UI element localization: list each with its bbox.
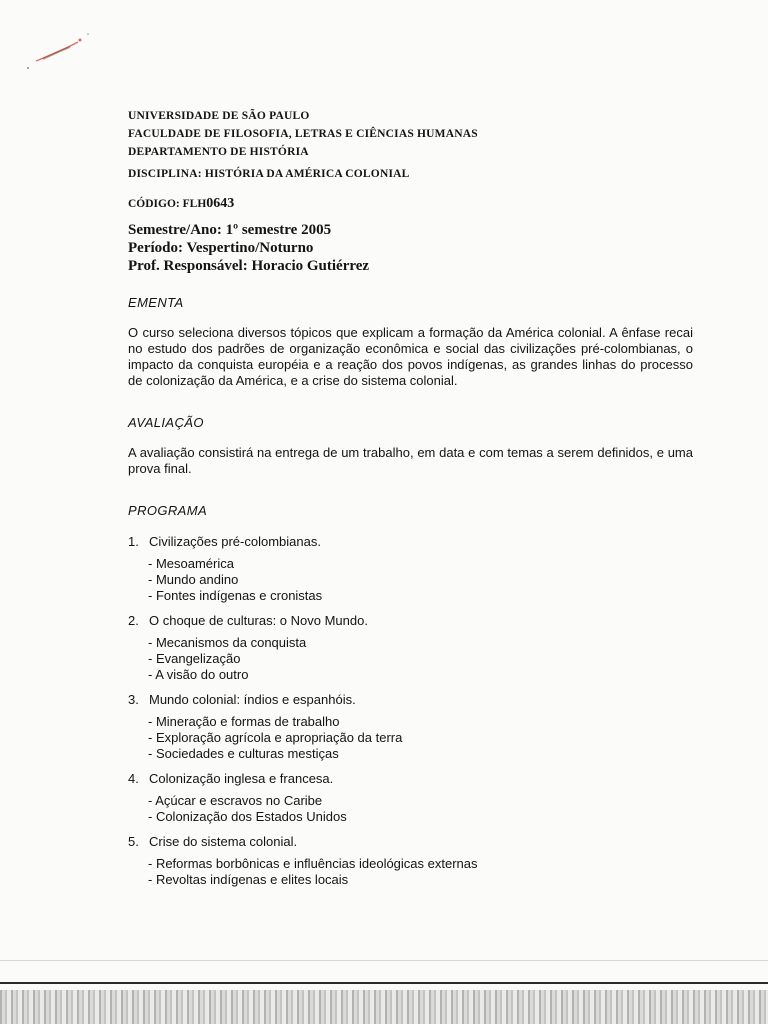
- semester-line: Semestre/Ano: 1º semestre 2005: [128, 222, 332, 238]
- topic-item: [128, 692, 693, 762]
- subtopic: - Revoltas indígenas e elites locais: [148, 872, 349, 887]
- topic-list: [128, 534, 693, 888]
- discipline-name: DISCIPLINA: HISTÓRIA DA AMÉRICA COLONIAL: [128, 168, 410, 180]
- scan-noise-strip: [0, 990, 768, 1024]
- topic-item: [128, 771, 693, 825]
- topic-number: 2.: [128, 613, 139, 628]
- department-name: DEPARTAMENTO DE HISTÓRIA: [128, 146, 309, 158]
- avaliacao-title: AVALIAÇÃO: [128, 415, 204, 430]
- course-code-label: CÓDIGO: FLH: [128, 198, 207, 210]
- subtopic: - Fontes indígenas e cronistas: [148, 588, 323, 603]
- university-name: UNIVERSIDADE DE SÃO PAULO: [128, 110, 310, 122]
- scan-faint-line: [0, 960, 768, 961]
- course-code-number: 0643: [206, 196, 235, 211]
- ink-smudge: [18, 28, 98, 78]
- period-line: Período: Vespertino/Noturno: [128, 240, 314, 256]
- topic-title: O choque de culturas: o Novo Mundo.: [149, 613, 368, 628]
- programa-title: PROGRAMA: [128, 503, 208, 518]
- topic-item: [128, 834, 693, 888]
- ementa-text: O curso seleciona diversos tópicos que explicam a formação da América colonial. A ênfase recai no estudo dos padrões de organização econômica e social das civilizações pré-colombianas, o impacto da conquista européia e a reação dos povos indígenas, as grandes linhas do processo de colonização da América, e a crise do sistema colonial.: [128, 325, 693, 388]
- subtopic: - Mecanismos da conquista: [148, 635, 307, 650]
- topic-title: Crise do sistema colonial.: [149, 834, 298, 849]
- avaliacao-text: A avaliação consistirá na entrega de um trabalho, em data e com temas a serem definidos, e uma prova final.: [128, 445, 693, 476]
- course-header: [128, 107, 478, 275]
- subtopic: - Exploração agrícola e apropriação da terra: [148, 730, 403, 745]
- topic-title: Civilizações pré-colombianas.: [149, 534, 321, 549]
- topic-item: [128, 613, 693, 683]
- topic-number: 1.: [128, 534, 139, 549]
- subtopic: - A visão do outro: [148, 667, 249, 682]
- topic-number: 3.: [128, 692, 139, 707]
- subtopic: - Mesoamérica: [148, 556, 234, 571]
- topic-number: 4.: [128, 771, 139, 786]
- subtopic: - Evangelização: [148, 651, 241, 666]
- subtopic: - Reformas borbônicas e influências ideológicas externas: [148, 856, 478, 871]
- topic-title: Mundo colonial: índios e espanhóis.: [149, 692, 356, 707]
- page-bottom-rule: [0, 982, 768, 984]
- subtopic: - Mundo andino: [148, 572, 239, 587]
- professor-line: Prof. Responsável: Horacio Gutiérrez: [128, 258, 370, 274]
- topic-item: [128, 534, 693, 604]
- subtopic: - Açúcar e escravos no Caribe: [148, 793, 323, 808]
- subtopic: - Colonização dos Estados Unidos: [148, 809, 347, 824]
- subtopic: - Mineração e formas de trabalho: [148, 714, 340, 729]
- ementa-title: EMENTA: [128, 295, 184, 310]
- topic-number: 5.: [128, 834, 139, 849]
- faculty-name: FACULDADE DE FILOSOFIA, LETRAS E CIÊNCIAS HUMANAS: [128, 128, 478, 140]
- subtopic: - Sociedades e culturas mestiças: [148, 746, 339, 761]
- course-code: [128, 196, 478, 212]
- topic-title: Colonização inglesa e francesa.: [149, 771, 334, 786]
- syllabus-body: [128, 295, 693, 888]
